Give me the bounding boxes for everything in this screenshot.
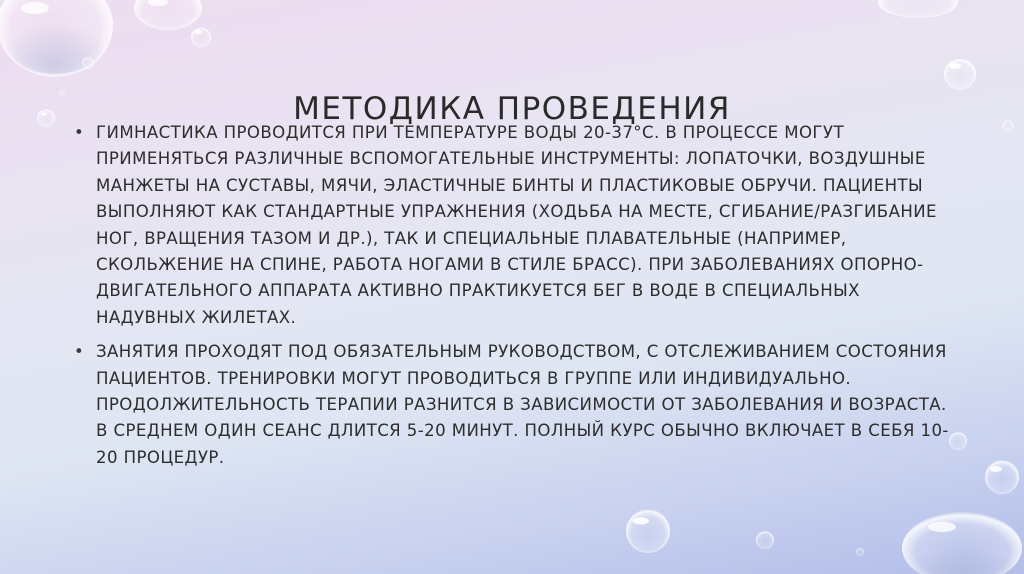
droplet-left-small-1: [82, 57, 94, 69]
droplet-right-medium: [944, 58, 976, 90]
bullet-text: ГИМНАСТИКА ПРОВОДИТСЯ ПРИ ТЕМПЕРАТУРЕ ВОДЫ 20-37°C. В ПРОЦЕССЕ МОГУТ ПРИМЕНЯТЬСЯ РАЗЛИЧНЫЕ ВСПОМОГАТЕЛЬНЫЕ ИНСТРУМЕНТЫ: ЛОПАТОЧКИ, ВОЗДУШНЫЕ МАНЖЕТЫ НА СУСТАВЫ, МЯЧИ, ЭЛАСТИЧНЫЕ БИНТЫ И ПЛАСТИКОВЫЕ ОБРУЧИ. ПАЦИЕНТЫ ВЫПОЛНЯЮТ КАК СТАНДАРТНЫЕ УПРАЖНЕНИЯ (ХОДЬБА НА МЕСТЕ, СГИБАНИЕ/РАЗГИБАНИЕ НОГ, ВРАЩЕНИЯ ТАЗОМ И ДР.), ТАК И СПЕЦИАЛЬНЫЕ ПЛАВАТЕЛЬНЫЕ (НАПРИМЕР, СКОЛЬЖЕНИЕ НА СПИНЕ, РАБОТА НОГАМИ В СТИЛЕ БРАСС). ПРИ ЗАБОЛЕВАНИЯХ ОПОРНО-ДВИГАТЕЛЬНОГО АППАРАТА АКТИВНО ПРАКТИКУЕТСЯ БЕГ В ВОДЕ В СПЕЦИАЛЬНЫХ НАДУВНЫХ ЖИЛЕТАХ.: [96, 123, 937, 327]
bullet-text: ЗАНЯТИЯ ПРОХОДЯТ ПОД ОБЯЗАТЕЛЬНЫМ РУКОВОДСТВОМ, С ОТСЛЕЖИВАНИЕМ СОСТОЯНИЯ ПАЦИЕНТОВ. ТРЕНИРОВКИ МОГУТ ПРОВОДИТЬСЯ В ГРУППЕ ИЛИ ИНДИВИДУАЛЬНО. ПРОДОЛЖИТЕЛЬНОСТЬ ТЕРАПИИ РАЗНИТСЯ В ЗАВИСИМОСТИ ОТ ЗАБОЛЕВАНИЯ И ВОЗРАСТА. В СРЕДНЕМ ОДИН СЕАНС ДЛИТСЯ 5-20 МИНУТ. ПОЛНЫЙ КУРС ОБЫЧНО ВКЛЮЧАЕТ В СЕБЯ 10-20 ПРОЦЕДУР.: [96, 342, 949, 467]
bullet-dot-icon: •: [74, 342, 85, 362]
droplet-top-left-medium: [134, 0, 202, 30]
droplet-bottom-tiny: [856, 548, 864, 556]
bullet-item: [70, 339, 950, 471]
bullet-item: [70, 120, 950, 331]
droplet-right-lower-small: [949, 432, 967, 450]
droplet-top-left-large: [0, 0, 113, 77]
droplet-right-lower-medium: [985, 460, 1019, 494]
bullet-dot-icon: •: [74, 123, 85, 142]
droplet-top-left-small: [191, 27, 211, 47]
bullet-list: [70, 120, 950, 471]
droplet-bottom-center-large: [626, 509, 670, 553]
slide-title: МЕТОДИКА ПРОВЕДЕНИЯ: [293, 90, 731, 127]
droplet-bottom-center-small: [756, 531, 774, 549]
droplet-bottom-right-large: [902, 512, 1022, 574]
droplet-top-right-large: [878, 0, 958, 18]
